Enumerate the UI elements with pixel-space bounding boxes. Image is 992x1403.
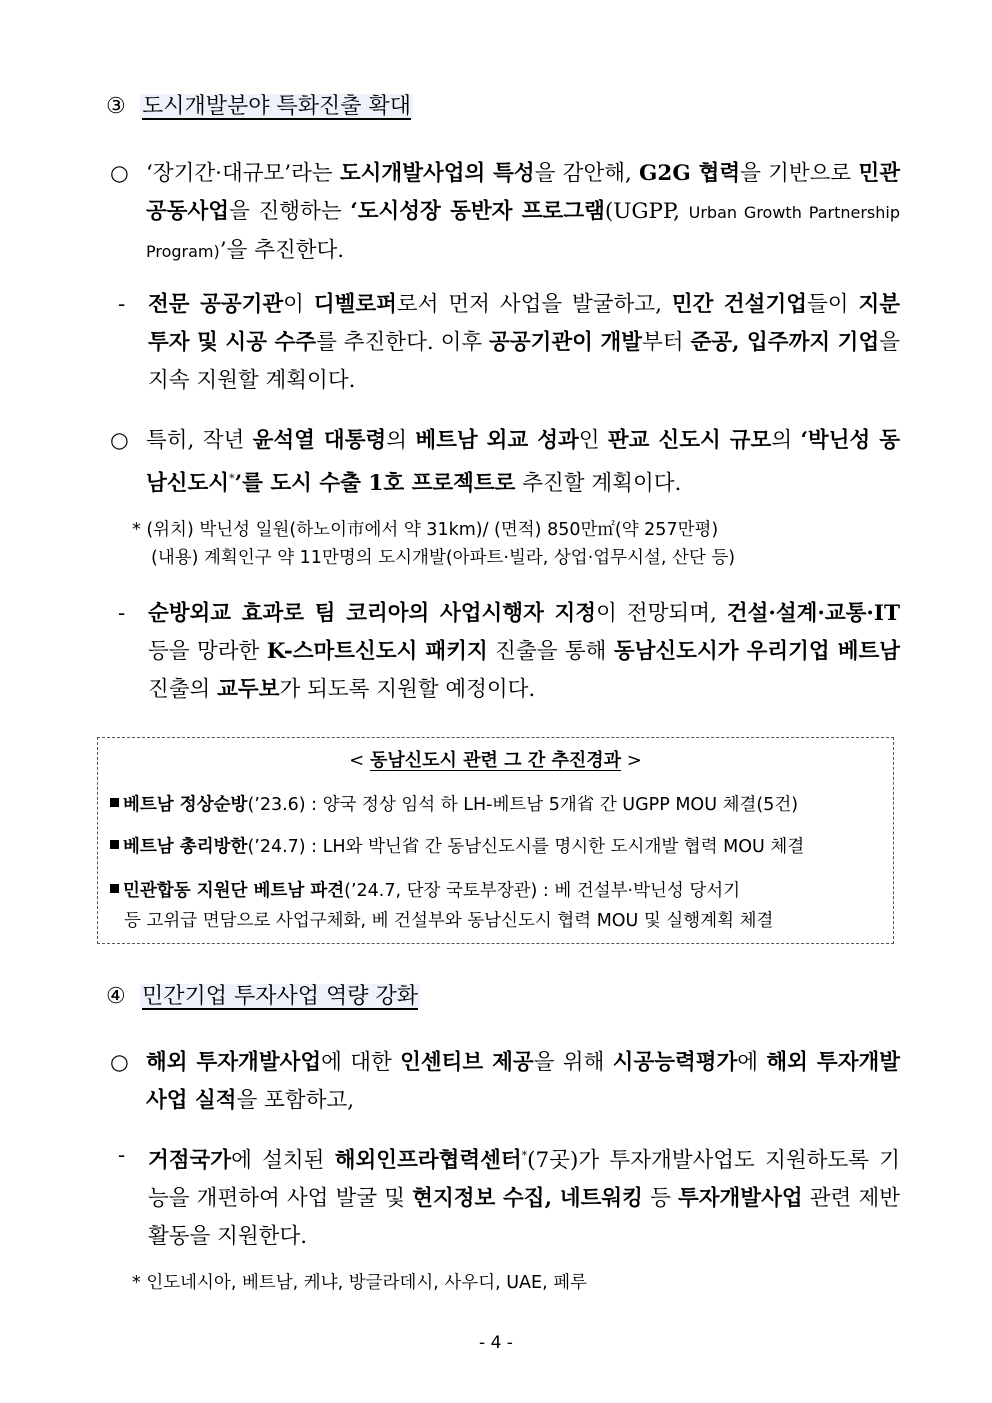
- bold-text: 민간 건설기업: [671, 292, 807, 317]
- box-item: [110, 832, 885, 862]
- bullet-paragraph-ugpp: [110, 155, 900, 271]
- text: 추진할 계획이다.: [515, 471, 682, 497]
- bold-text: K-스마트신도시 패키지: [266, 639, 488, 664]
- text: 부터: [642, 330, 691, 355]
- bold-text: 건설·설계·교통·IT: [726, 601, 900, 626]
- dash-paragraph-infra-center: [110, 1137, 900, 1256]
- text: (UGPP,: [604, 199, 689, 224]
- footnote-marker: *: [521, 1149, 528, 1162]
- footnote-line: (내용) 계획인구 약 11만명의 도시개발(아파트·빌라, 상업·업무시설, 산단 등): [151, 548, 736, 568]
- section-number: ③: [106, 94, 126, 119]
- box-item: [110, 790, 885, 820]
- text: 등 고위급 면담으로 사업구체화, 베 건설부와 동남신도시 협력 MOU 및 실행계획 체결: [124, 911, 774, 931]
- text: 에: [737, 1050, 767, 1075]
- bold-text: 윤석열 대통령: [252, 428, 387, 453]
- bold-text: 도시개발사업의 특성: [339, 161, 535, 186]
- bold-text: ’를 도시 수출 1호 프로젝트로: [234, 471, 516, 497]
- text: 이 전망되며,: [596, 601, 727, 626]
- text: ’을 추진한다.: [219, 238, 345, 263]
- text: 가 되도록 지원할 예정이다.: [279, 677, 536, 702]
- text: 의: [771, 428, 801, 453]
- bold-text: 베트남 외교 성과: [415, 428, 579, 453]
- text: (’23.6) : 양국 정상 임석 하 LH-베트남 5개省 간 UGPP MOU 체결(5건): [247, 795, 799, 815]
- bold-text: 동남신도시가 우리기업 베트남: [613, 639, 901, 664]
- bold-text: 해외 투자개발사업: [146, 1050, 322, 1075]
- page-number: - 4 -: [479, 1333, 513, 1353]
- bold-text: 베트남 총리방한: [123, 837, 248, 857]
- footnote-marker: *: [229, 472, 235, 485]
- text: 등: [642, 1186, 678, 1212]
- circle-bullet: ○: [110, 161, 129, 186]
- text: 로서 먼저 사업을 발굴하고,: [396, 292, 672, 317]
- text: <: [349, 750, 370, 771]
- bold-text: 거점국가: [148, 1148, 232, 1174]
- box-title: [98, 746, 893, 772]
- text: 이: [283, 292, 314, 317]
- square-bullet-icon: [110, 798, 119, 807]
- bold-text: ‘박닌성 동남신도시: [146, 428, 901, 497]
- text: ‘장기간·대규모’라는: [146, 161, 340, 186]
- small-text: Urban Growth Partnership Program): [146, 203, 900, 261]
- square-bullet-icon: [110, 884, 119, 893]
- section-3-heading: [106, 91, 413, 123]
- bold-text: 판교 신도시 규모: [607, 428, 772, 453]
- text: 를 추진한다. 이후: [316, 330, 490, 355]
- text: 에 설치된: [231, 1148, 335, 1174]
- text: (’24.7) : LH와 박닌省 간 동남신도시를 명시한 도시개발 협력 MOU 체결: [247, 837, 805, 857]
- circle-bullet: ○: [110, 428, 129, 453]
- dash-bullet: -: [118, 1143, 126, 1168]
- section-title: 민간기업 투자사업 역량 강화: [142, 984, 419, 1009]
- section-title: 도시개발분야 특화진출 확대: [142, 94, 412, 119]
- text: 관련 제반 활동을 지원한다.: [148, 1186, 900, 1250]
- text: 등을 망라한: [148, 639, 267, 664]
- bold-text: 전문 공공기관: [148, 292, 284, 317]
- text: (’24.7, 단장 국토부장관) : 베 건설부·박닌성 당서기: [344, 881, 741, 901]
- bold-text: 해외 투자개발사업 실적: [146, 1050, 900, 1113]
- bullet-paragraph-incentive: [110, 1044, 900, 1120]
- text: 을 감안해,: [534, 161, 640, 186]
- progress-box: [97, 737, 894, 944]
- text: 진출의: [148, 677, 218, 702]
- bold-text: 해외인프라협력센터: [334, 1148, 522, 1174]
- text: 인: [578, 428, 608, 453]
- text: >: [621, 750, 642, 771]
- footnote-line: * (위치) 박닌성 일원(하노이市에서 약 31km)/ (면적) 850만㎡(약 257만평): [132, 520, 719, 540]
- bold-text: 베트남 정상순방: [123, 795, 248, 815]
- bold-text: 현지정보 수집, 네트워킹: [412, 1186, 643, 1212]
- text: 을 기반으로: [740, 161, 859, 186]
- text: 의: [386, 428, 416, 453]
- bold-text: 민관 공동사업: [146, 161, 900, 224]
- bold-text: 교두보: [217, 677, 280, 702]
- text: 에 대한: [321, 1050, 401, 1075]
- dash-bullet: -: [118, 292, 126, 317]
- bold-text: G2G 협력: [639, 161, 741, 186]
- bold-text: ‘도시성장 동반자 프로그램: [350, 199, 605, 224]
- text: 진출을 통해: [487, 639, 614, 664]
- square-bullet-icon: [110, 840, 119, 849]
- bold-text: 공공기관이 개발: [489, 330, 642, 355]
- bold-text: 시공능력평가: [612, 1050, 738, 1075]
- text: 들이: [807, 292, 859, 317]
- section-number: ④: [106, 984, 126, 1009]
- text: 을 지속 지원할 계획이다.: [148, 330, 900, 393]
- text: 특히, 작년: [146, 428, 253, 453]
- text: (7곳)가 투자개발사업도 지원하도록 기능을 개편하여 사업 발굴 및: [148, 1148, 900, 1212]
- circle-bullet: ○: [110, 1050, 129, 1075]
- text: 을 진행하는: [229, 199, 351, 224]
- text: 을 위해: [533, 1050, 613, 1075]
- box-title-text: 동남신도시 관련 그 간 추진경과: [369, 750, 622, 771]
- bold-text: 디벨로퍼: [313, 292, 397, 317]
- dash-paragraph-developer: [110, 286, 900, 400]
- dash-paragraph-smart-city: [110, 595, 900, 709]
- box-item: [110, 876, 885, 936]
- section-4-heading: [106, 981, 420, 1013]
- footnote-countries: [132, 1269, 892, 1297]
- text: 을 포함하고,: [236, 1088, 355, 1113]
- footnote-line: * 인도네시아, 베트남, 케냐, 방글라데시, 사우디, UAE, 페루: [132, 1273, 588, 1293]
- bold-text: 순방외교 효과로 팀 코리아의 사업시행자 지정: [148, 601, 597, 626]
- bold-text: 투자개발사업: [678, 1186, 803, 1212]
- footnote-location: [132, 516, 892, 572]
- dash-bullet: -: [118, 601, 126, 626]
- bold-text: 민관합동 지원단 베트남 파견: [123, 881, 345, 901]
- bold-text: 준공, 입주까지 기업: [690, 330, 880, 355]
- bullet-paragraph-bacninh: [110, 422, 900, 503]
- bold-text: 인센티브 제공: [400, 1050, 534, 1075]
- bold-text: 지분 투자 및 시공 수주: [148, 292, 900, 355]
